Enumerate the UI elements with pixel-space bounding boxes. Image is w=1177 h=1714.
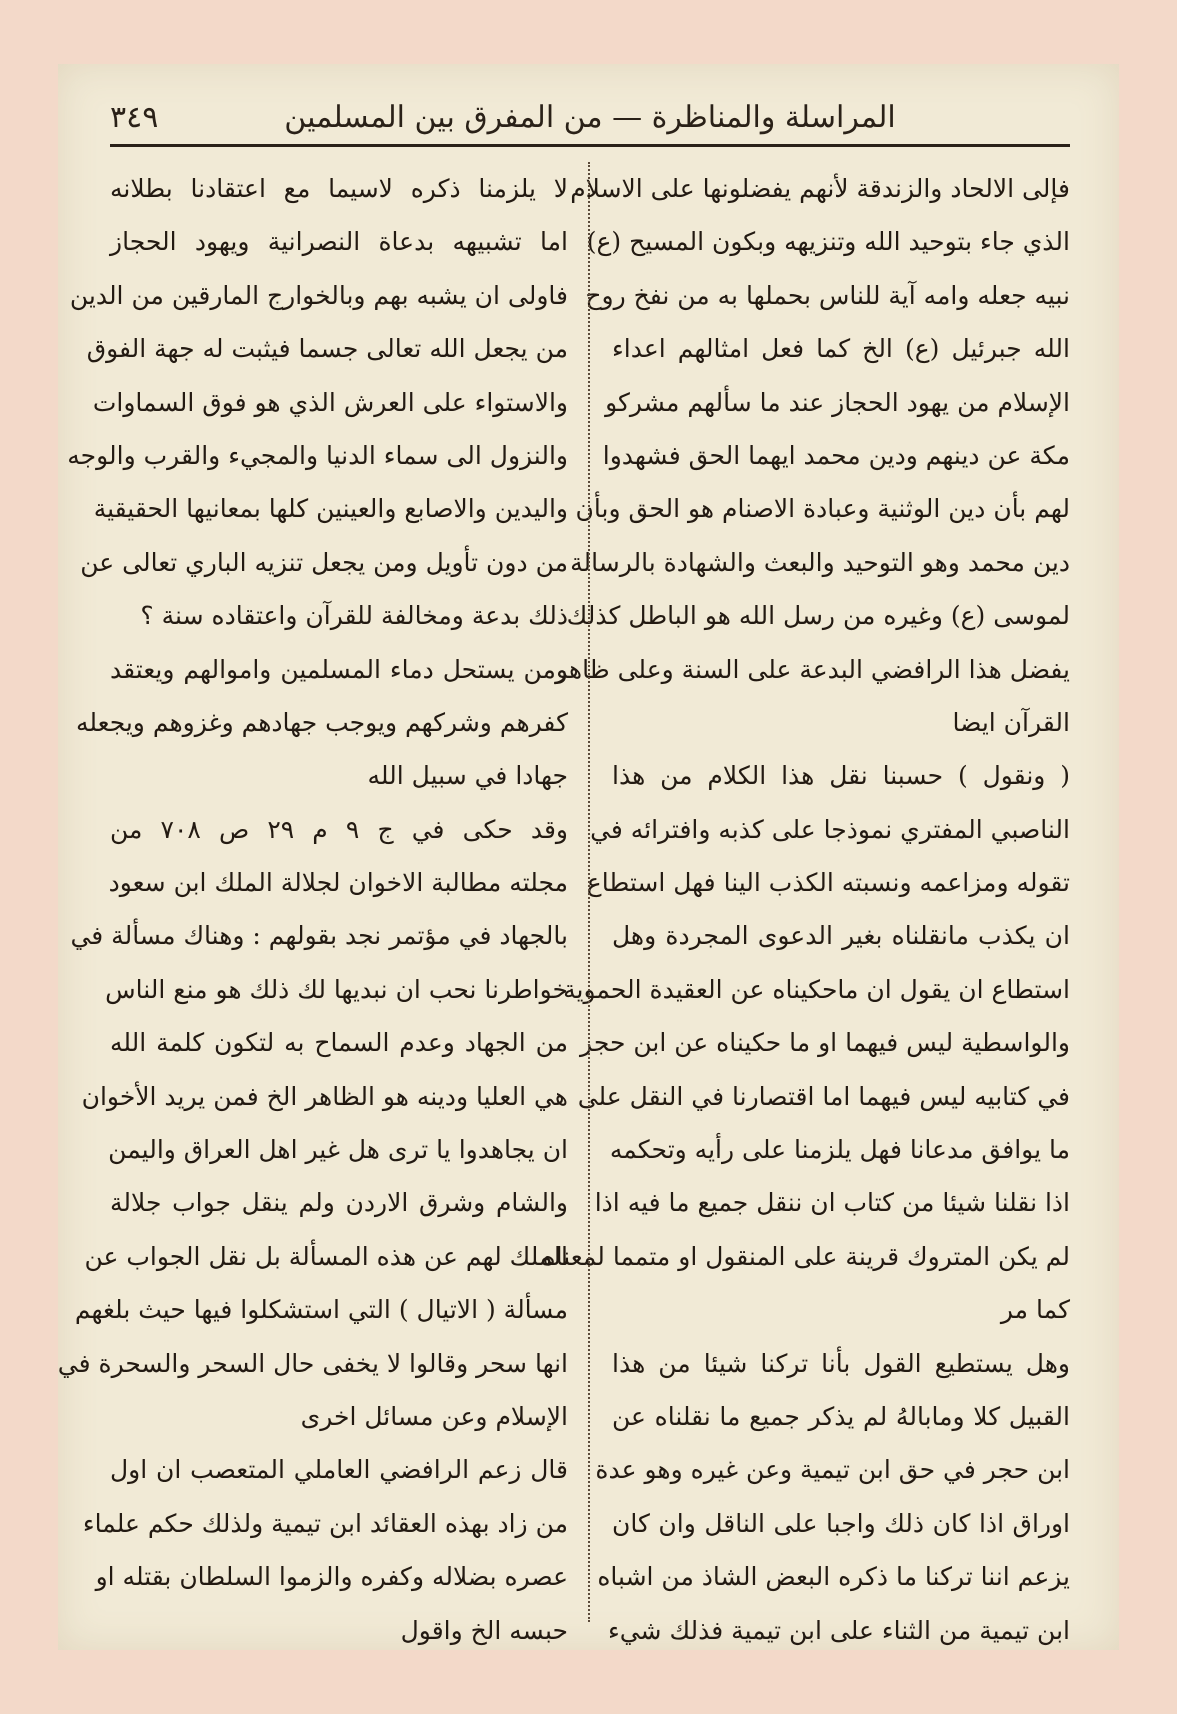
- text-line: ومن يستحل دماء المسلمين واموالهم ويعتقد: [110, 654, 568, 684]
- text-line: حبسه الخ واقول: [400, 1615, 568, 1645]
- text-line: ابن حجر في حق ابن تيمية وعن غيره وهو عدة: [595, 1455, 1070, 1485]
- text-line: القبيل كلا ومابالهُ لم يذكر جميع ما نقلناه عن: [612, 1401, 1070, 1431]
- text-line: الإسلام وعن مسائل اخرى: [300, 1401, 568, 1431]
- text-line: ذلك بدعة ومخالفة للقرآن واعتقاده سنة ؟: [140, 601, 568, 631]
- text-line: قال زعم الرافضي العاملي المتعصب ان اول: [110, 1455, 568, 1485]
- text-line: من الجهاد وعدم السماح به لتكون كلمة الله: [110, 1028, 568, 1058]
- text-line: انها سحر وقالوا لا يخفى حال السحر والسحرة في: [57, 1348, 568, 1378]
- text-line: الله جبرئيل (ع) الخ كما فعل امثالهم اعداء: [612, 334, 1070, 364]
- text-line: خواطرنا نحب ان نبديها لك ذلك هو منع الناس: [105, 974, 568, 1004]
- text-line: بالجهاد في مؤتمر نجد بقولهم : وهناك مسألة في: [70, 921, 568, 951]
- text-line: اوراق اذا كان ذلك واجبا على الناقل وان كان: [612, 1508, 1070, 1538]
- text-line: والشام وشرق الاردن ولم ينقل جواب جلالة: [110, 1188, 568, 1218]
- text-line: وقد حكى في ج ٩ م ٢٩ ص ٧٠٨ من: [110, 814, 568, 844]
- text-line: ( ونقول ) حسبنا نقل هذا الكلام من هذا: [612, 761, 1070, 791]
- text-line: يفضل هذا الرافضي البدعة على السنة وعلى ظاهر: [555, 654, 1070, 684]
- text-line: واليدين والاصابع والعينين كلها بمعانيها الحقيقية: [93, 494, 568, 524]
- page-header: [110, 92, 1070, 152]
- text-line: والواسطية ليس فيهما او ما حكيناه عن ابن حجر: [580, 1028, 1070, 1058]
- text-line: اذا نقلنا شيئا من كتاب ان ننقل جميع ما فيه اذا: [594, 1188, 1070, 1218]
- text-line: الذي جاء بتوحيد الله وتنزيهه وبكون المسيح (ع): [586, 227, 1070, 257]
- text-line: يزعم اننا تركنا ما ذكره البعض الشاذ من اشباه: [597, 1562, 1070, 1592]
- text-line: تقوله ومزاعمه ونسبته الكذب الينا فهل استطاع: [586, 868, 1070, 898]
- text-line: والنزول الى سماء الدنيا والمجيء والقرب والوجه: [67, 440, 568, 470]
- text-line: لا يلزمنا ذكره لاسيما مع اعتقادنا بطلانه: [110, 174, 568, 203]
- text-line: لهم بأن دين الوثنية وعبادة الاصنام هو الحق وبأن: [575, 494, 1070, 524]
- text-line: هي العليا ودينه هو الظاهر الخ فمن يريد الأخوان: [81, 1081, 568, 1111]
- text-line: نبيه جعله وامه آية للناس بحملها به من نفخ روح: [585, 280, 1070, 310]
- book-page: [58, 64, 1119, 1650]
- text-line: مكة عن دينهم ودين محمد ايهما الحق فشهدوا: [602, 440, 1070, 470]
- text-line: ابن تيمية من الثناء على ابن تيمية فذلك شيء: [607, 1615, 1070, 1645]
- text-line: اما تشبيهه بدعاة النصرانية ويهود الحجاز: [110, 227, 568, 257]
- text-columns: [57, 162, 1070, 1645]
- left-column: [57, 162, 568, 1645]
- text-line: ما يوافق مدعانا فهل يلزمنا على رأيه وتحكمه: [609, 1135, 1070, 1165]
- text-line: الإسلام من يهود الحجاز عند ما سألهم مشركو: [605, 387, 1070, 417]
- text-line: من زاد بهذه العقائد ابن تيمية ولذلك حكم علماء: [82, 1508, 568, 1538]
- column-divider: [588, 162, 590, 1622]
- text-line: جهادا في سبيل الله: [367, 761, 568, 791]
- text-line: ان يجاهدوا يا ترى هل غير اهل العراق واليمن: [108, 1135, 568, 1165]
- text-line: ان يكذب مانقلناه بغير الدعوى المجردة وهل: [612, 921, 1070, 951]
- right-column: [542, 162, 1070, 1645]
- text-line: مجلته مطالبة الاخوان لجلالة الملك ابن سعود: [108, 868, 568, 898]
- running-title: المراسلة والمناظرة — من المفرق بين المسلمين: [284, 100, 896, 135]
- text-line: الناصبي المفتري نموذجا على كذبه وافترائه في: [590, 814, 1070, 844]
- text-line: عصره بضلاله وكفره والزموا السلطان بقتله او: [95, 1562, 568, 1592]
- text-line: دين محمد وهو التوحيد والبعث والشهادة بالرسالة: [570, 547, 1070, 577]
- text-line: لموسى (ع) وغيره من رسل الله هو الباطل كذلك: [566, 601, 1070, 631]
- text-line: في كتابيه ليس فيهما اما اقتصارنا في النقل على: [577, 1081, 1070, 1111]
- text-line: الملك لهم عن هذه المسألة بل نقل الجواب عن: [84, 1241, 568, 1271]
- text-line: والاستواء على العرش الذي هو فوق السماوات: [92, 387, 568, 417]
- text-line: مسألة ( الاتيال ) التي استشكلوا فيها حيث بلغهم: [74, 1295, 568, 1325]
- text-line: لم يكن المتروك قرينة على المنقول او متمما لمعناه: [542, 1241, 1070, 1271]
- text-line: فاولى ان يشبه بهم وبالخوارج المارقين من الدين: [69, 280, 568, 310]
- text-line: استطاع ان يقول ان ماحكيناه عن العقيدة الحموية: [563, 974, 1070, 1004]
- header-rule: [110, 144, 1070, 147]
- text-line: من يجعل الله تعالى جسما فيثبت له جهة الفوق: [86, 334, 568, 364]
- text-line: فإلى الالحاد والزندقة لأنهم يفضلونها على الاسلام: [570, 174, 1070, 203]
- text-line: من دون تأويل ومن يجعل تنزيه الباري تعالى عن: [80, 547, 568, 577]
- text-line: وهل يستطيع القول بأنا تركنا شيئا من هذا: [612, 1348, 1070, 1378]
- text-line: كما مر: [1000, 1295, 1070, 1325]
- page-number: ٣٤٩: [110, 100, 159, 135]
- text-line: القرآن ايضا: [952, 707, 1070, 737]
- text-line: كفرهم وشركهم ويوجب جهادهم وغزوهم ويجعله: [75, 707, 568, 737]
